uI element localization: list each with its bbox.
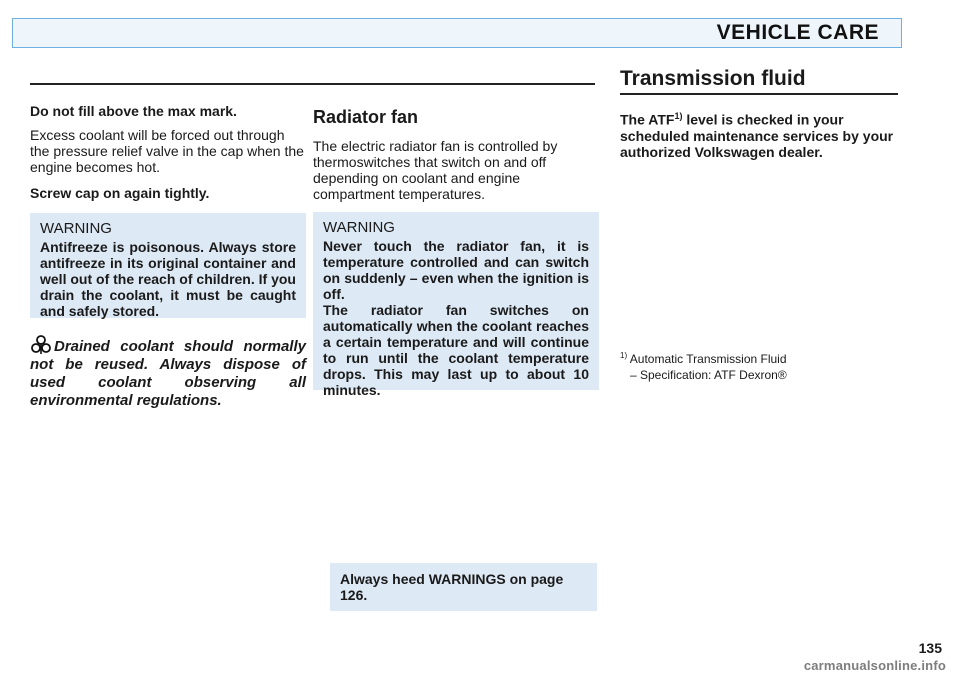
atf-text xyxy=(620,108,900,160)
transmission-fluid-heading: Transmission fluid xyxy=(620,67,806,90)
footnote-line-2: – Specification: ATF Dexron® xyxy=(630,368,787,382)
radiator-fan-warning-text-2: The radiator fan switches on automatically when the coolant reaches a certain temperature and will continue to run until the coolant temperature drops. This may last up to about 10 minutes. xyxy=(323,302,589,398)
environment-note xyxy=(30,334,306,410)
warning-title: WARNING xyxy=(323,219,395,236)
antifreeze-warning-box xyxy=(30,213,306,318)
left-column xyxy=(30,103,306,410)
right-column xyxy=(620,67,900,168)
radiator-fan-warning-text-1: Never touch the radiator fan, it is temperature controlled and can switch on suddenly – even when the ignition is off. xyxy=(323,238,589,302)
radiator-fan-warning-box xyxy=(313,212,599,398)
atf-text-end: level is checked in your scheduled maintenance services by your authorized Volkswagen dealer. xyxy=(620,111,894,160)
radiator-fan-heading: Radiator fan xyxy=(313,107,419,127)
atf-text-start: The ATF xyxy=(620,111,675,128)
footnote-ref: 1) xyxy=(674,111,683,121)
page-number: 135 xyxy=(918,640,942,656)
watermark: carmanualsonline.info xyxy=(803,658,946,673)
radiator-fan-text: The electric radiator fan is controlled by thermoswitches that switch on and off depending on coolant and engine compartment temperatures. xyxy=(313,138,558,202)
warnings-reference-box xyxy=(330,563,597,611)
fill-level-heading: Do not fill above the max mark. xyxy=(30,103,237,119)
middle-column xyxy=(313,107,599,398)
fill-level-text: Excess coolant will be forced out through the pressure relief valve in the cap when the engine becomes hot. xyxy=(30,127,304,175)
left-top-rule xyxy=(30,83,595,85)
footnote xyxy=(620,348,900,383)
footnote-line-1: Automatic Transmission Fluid xyxy=(629,352,787,366)
footnote-mark: 1) xyxy=(620,351,628,360)
environment-icon xyxy=(30,334,52,356)
section-header-bar xyxy=(12,18,902,48)
antifreeze-warning-text: Antifreeze is poisonous. Always store antifreeze in its original container and well out of the reach of children. If you drain the coolant, it must be caught and safely stored. xyxy=(40,239,296,319)
screw-cap-heading: Screw cap on again tightly. xyxy=(30,185,210,201)
environment-note-text: Drained coolant should normally not be reused. Always dispose of used coolant observing all environmental regulations. xyxy=(30,338,306,409)
warnings-reference-text: Always heed WARNINGS on page 126. xyxy=(340,571,564,603)
section-title: VEHICLE CARE xyxy=(716,21,879,44)
warning-title: WARNING xyxy=(40,220,112,237)
